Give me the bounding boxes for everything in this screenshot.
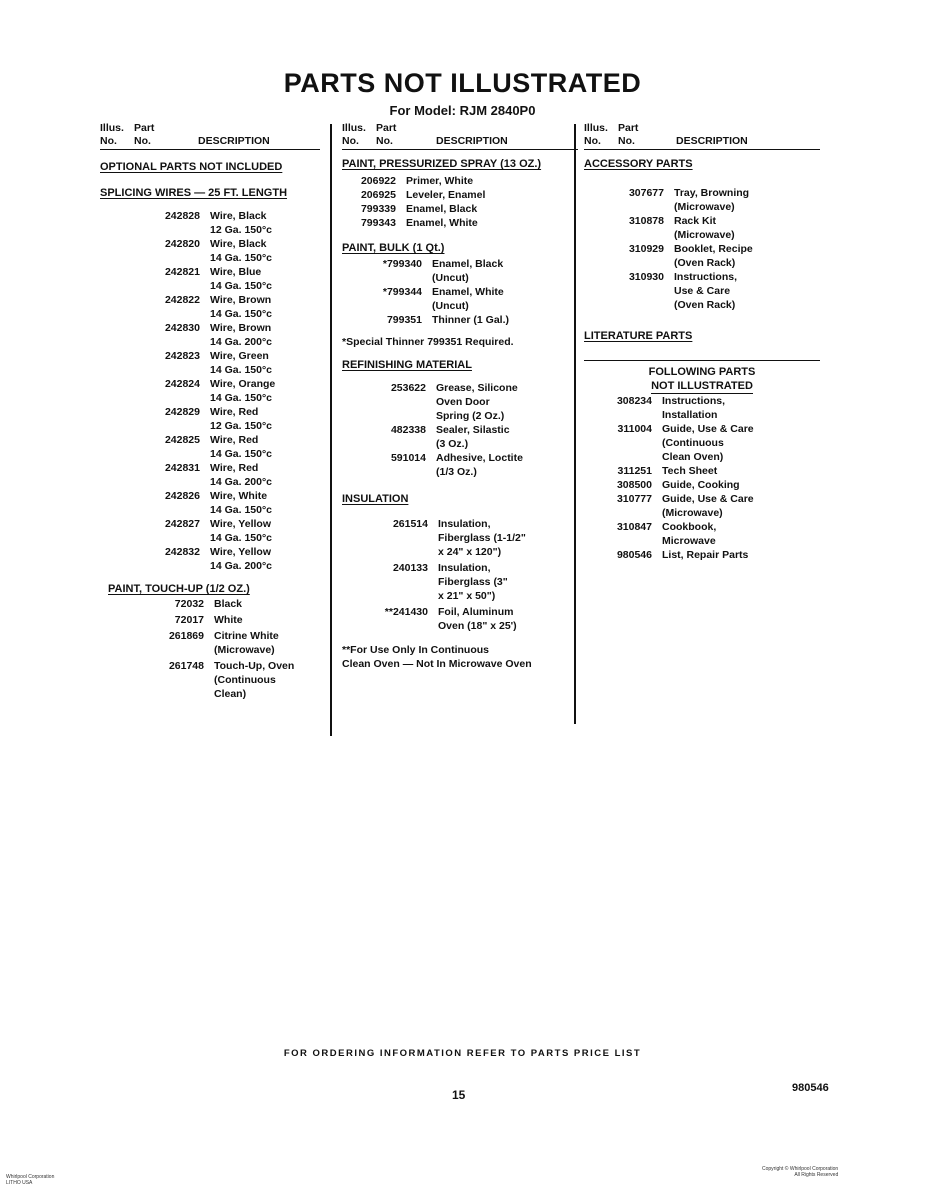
following-line: NOT ILLUSTRATED — [651, 380, 753, 392]
description-line: 14 Ga. 150°c — [210, 280, 272, 292]
part-row — [342, 381, 578, 423]
description-line: x 24" x 120") — [438, 546, 502, 558]
description-line: Enamel, White — [406, 217, 478, 229]
description-line: Grease, Silicone — [436, 382, 518, 394]
part-row — [342, 517, 578, 559]
column-header — [584, 122, 820, 150]
description-line: Instructions, — [662, 395, 726, 407]
part-description — [428, 517, 578, 559]
section-title: LITERATURE PARTS — [584, 330, 693, 342]
part-row — [100, 461, 320, 489]
description-line: Fiberglass (3" — [438, 576, 508, 588]
description-line: 14 Ga. 200°c — [210, 336, 272, 348]
description-line: Wire, Yellow — [210, 518, 271, 530]
part-description — [200, 545, 320, 573]
part-row — [342, 605, 578, 633]
part-number: 206925 — [360, 189, 396, 201]
column-2 — [342, 122, 578, 671]
literature-list — [584, 394, 820, 562]
part-label: Part — [134, 122, 155, 134]
part-description — [396, 174, 578, 188]
part-row — [584, 492, 820, 520]
part-row — [584, 422, 820, 464]
part-description — [200, 209, 320, 237]
description-line: (Microwave) — [674, 229, 735, 241]
part-row — [100, 405, 320, 433]
part-number: 799343 — [360, 217, 396, 229]
part-description — [204, 629, 320, 657]
description-line: (Oven Rack) — [674, 299, 736, 311]
part-label: Part — [618, 122, 639, 134]
part-description — [200, 433, 320, 461]
part-number: 311251 — [617, 465, 652, 477]
description-line: Guide, Cooking — [662, 479, 740, 491]
part-row — [584, 478, 820, 492]
part-row — [342, 216, 578, 230]
part-row — [100, 349, 320, 377]
part-row — [100, 517, 320, 545]
part-row — [342, 285, 578, 313]
part-description — [428, 561, 578, 603]
description-line: 14 Ga. 200°c — [210, 476, 272, 488]
part-row — [342, 561, 578, 603]
part-row — [342, 188, 578, 202]
part-row — [100, 489, 320, 517]
part-description — [396, 216, 578, 230]
part-description — [200, 293, 320, 321]
part-number: 591014 — [390, 452, 426, 464]
description-line: (Continuous — [662, 437, 724, 449]
description-line: 14 Ga. 150°c — [210, 392, 272, 404]
description-line: Foil, Aluminum — [438, 606, 514, 618]
column-divider — [330, 124, 332, 736]
description-line: Wire, Yellow — [210, 546, 271, 558]
description-line: Enamel, Black — [432, 258, 504, 270]
description-line: Thinner (1 Gal.) — [432, 314, 510, 326]
section-title: INSULATION — [342, 493, 409, 505]
no-label: No. — [584, 135, 601, 147]
description-label: DESCRIPTION — [676, 135, 748, 147]
accessory-list — [584, 186, 820, 312]
illus-label: Illus. — [342, 122, 366, 134]
part-label: Part — [376, 122, 397, 134]
section-title: PAINT, TOUCH-UP (1/2 OZ.) — [108, 583, 250, 595]
description-line: Oven (18" x 25') — [438, 620, 517, 632]
description-line: Tray, Browning — [674, 187, 750, 199]
part-description — [396, 188, 578, 202]
part-row — [584, 270, 820, 312]
part-row — [584, 242, 820, 270]
pressurized-list — [342, 174, 578, 230]
part-number: 980546 — [616, 549, 652, 561]
description-line: Wire, Red — [210, 434, 259, 446]
description-line: Sealer, Silastic — [436, 424, 510, 436]
description-line: Wire, White — [210, 490, 268, 502]
part-row — [584, 186, 820, 214]
fine-print-line: Copyright © Whirlpool Corporation — [762, 1166, 839, 1172]
description-line: Oven Door — [436, 396, 490, 408]
description-line: Wire, Red — [210, 462, 259, 474]
part-description — [652, 464, 820, 478]
following-line: FOLLOWING PARTS — [648, 366, 756, 378]
description-line: 14 Ga. 200°c — [210, 560, 272, 572]
part-number: 72032 — [174, 598, 204, 610]
column-1 — [100, 122, 320, 703]
description-line: Wire, Orange — [210, 378, 276, 390]
description-line: White — [214, 614, 243, 626]
description-line: 14 Ga. 150°c — [210, 364, 272, 376]
part-row — [584, 464, 820, 478]
description-line: Guide, Use & Care — [662, 493, 754, 505]
part-number: 261514 — [392, 518, 428, 530]
description-label: DESCRIPTION — [436, 135, 508, 147]
part-number: 242822 — [164, 294, 200, 306]
illus-label: Illus. — [100, 122, 124, 134]
description-line: Clean Oven) — [662, 451, 724, 463]
splicing-list — [100, 209, 320, 573]
description-line: Wire, Black — [210, 238, 267, 250]
part-description — [652, 394, 820, 422]
part-description — [428, 605, 578, 633]
part-description — [426, 423, 578, 451]
description-line: (Uncut) — [432, 272, 469, 284]
part-number: 242831 — [164, 462, 200, 474]
description-line: Use & Care — [674, 285, 731, 297]
description-line: Enamel, Black — [406, 203, 478, 215]
part-description — [200, 321, 320, 349]
section-title: REFINISHING MATERIAL — [342, 359, 472, 371]
section-title: PAINT, BULK (1 Qt.) — [342, 242, 445, 254]
description-line: Wire, Brown — [210, 294, 272, 306]
part-number: 72017 — [174, 614, 204, 626]
part-number: 311004 — [617, 423, 652, 435]
description-line: 12 Ga. 150°c — [210, 420, 272, 432]
part-number: 310878 — [628, 215, 664, 227]
description-line: Instructions, — [674, 271, 738, 283]
part-description — [426, 451, 578, 479]
part-row — [100, 597, 320, 611]
part-description — [200, 461, 320, 489]
part-number: 242829 — [164, 406, 200, 418]
description-line: List, Repair Parts — [662, 549, 749, 561]
part-number: 308234 — [616, 395, 652, 407]
part-row — [584, 520, 820, 548]
description-line: Rack Kit — [674, 215, 717, 227]
part-row — [342, 202, 578, 216]
part-number: 261748 — [168, 660, 204, 672]
part-row — [342, 451, 578, 479]
description-line: Wire, Blue — [210, 266, 262, 278]
part-number: 206922 — [360, 175, 396, 187]
part-description — [652, 520, 820, 548]
part-number: 307677 — [628, 187, 664, 199]
part-row — [100, 659, 320, 701]
description-line: Insulation, — [438, 562, 491, 574]
part-description — [664, 242, 820, 270]
part-description — [204, 597, 320, 611]
part-number: 242827 — [164, 518, 200, 530]
following-heading — [584, 365, 820, 394]
description-line: Adhesive, Loctite — [436, 452, 523, 464]
description-line: Microwave — [662, 535, 716, 547]
description-label: DESCRIPTION — [198, 135, 270, 147]
part-description — [422, 257, 578, 285]
fine-print-line: All Rights Reserved — [794, 1172, 839, 1178]
part-description — [200, 489, 320, 517]
part-row — [100, 321, 320, 349]
description-line: Clean) — [214, 688, 247, 700]
part-number: 242825 — [164, 434, 200, 446]
description-line: Cookbook, — [662, 521, 717, 533]
column-divider — [574, 124, 576, 724]
part-number: *799340 — [382, 258, 422, 270]
model-subtitle: For Model: RJM 2840P0 — [389, 103, 536, 118]
part-number: 242821 — [164, 266, 200, 278]
part-description — [664, 214, 820, 242]
part-number: 310847 — [616, 521, 652, 533]
description-line: 14 Ga. 150°c — [210, 504, 272, 516]
fine-print-line: Whirlpool Corporation — [6, 1174, 55, 1180]
part-number: 310777 — [616, 493, 652, 505]
footnote: Clean Oven — Not In Microwave Oven — [342, 658, 532, 670]
part-description — [396, 202, 578, 216]
part-number: *799344 — [382, 286, 422, 298]
part-number: 261869 — [168, 630, 204, 642]
part-row — [584, 214, 820, 242]
description-line: Fiberglass (1-1/2" — [438, 532, 526, 544]
part-row — [100, 613, 320, 627]
part-row — [100, 237, 320, 265]
description-line: 14 Ga. 150°c — [210, 532, 272, 544]
part-number: 310930 — [628, 271, 664, 283]
part-row — [100, 629, 320, 657]
column-header — [342, 122, 578, 150]
part-row — [100, 265, 320, 293]
part-number: 240133 — [392, 562, 428, 574]
part-description — [422, 313, 578, 327]
part-number: 242823 — [164, 350, 200, 362]
description-line: Touch-Up, Oven — [214, 660, 295, 672]
fine-print-line: LITHO USA — [6, 1180, 33, 1186]
description-line: Black — [214, 598, 243, 610]
description-line: Guide, Use & Care — [662, 423, 754, 435]
description-line: Wire, Green — [210, 350, 269, 362]
part-row — [100, 293, 320, 321]
description-line: Citrine White — [214, 630, 279, 642]
part-row — [100, 209, 320, 237]
ordering-note: FOR ORDERING INFORMATION REFER TO PARTS PRICE LIST — [283, 1048, 642, 1059]
fine-print-right — [762, 1166, 838, 1178]
column-header — [100, 122, 320, 150]
description-line: Leveler, Enamel — [406, 189, 486, 201]
fine-print-left — [6, 1174, 54, 1186]
part-row — [100, 433, 320, 461]
part-row — [342, 313, 578, 327]
description-line: (Microwave) — [214, 644, 275, 656]
description-line: Wire, Brown — [210, 322, 272, 334]
part-description — [200, 405, 320, 433]
part-row — [342, 423, 578, 451]
part-number: 242820 — [164, 238, 200, 250]
no-label: No. — [618, 135, 635, 147]
divider — [584, 360, 820, 361]
document-number: 980546 — [792, 1082, 829, 1094]
bulk-list — [342, 257, 578, 327]
no-label: No. — [134, 135, 151, 147]
part-number: 482338 — [390, 424, 426, 436]
insulation-list — [342, 517, 578, 633]
description-line: Insulation, — [438, 518, 491, 530]
description-line: Tech Sheet — [662, 465, 718, 477]
part-number: 799351 — [386, 314, 422, 326]
description-line: 12 Ga. 150°c — [210, 224, 272, 236]
part-number: 310929 — [628, 243, 664, 255]
description-line: (Uncut) — [432, 300, 469, 312]
part-description — [422, 285, 578, 313]
part-number: 799339 — [360, 203, 396, 215]
part-description — [652, 422, 820, 464]
part-description — [204, 613, 320, 627]
part-number: 242830 — [164, 322, 200, 334]
part-number: 242832 — [164, 546, 200, 558]
part-description — [200, 349, 320, 377]
description-line: x 21" x 50") — [438, 590, 496, 602]
description-line: 14 Ga. 150°c — [210, 308, 272, 320]
section-title: PAINT, PRESSURIZED SPRAY (13 OZ.) — [342, 158, 542, 170]
part-description — [664, 270, 820, 312]
part-number: 242828 — [164, 210, 200, 222]
part-row — [100, 545, 320, 573]
touchup-list — [100, 597, 320, 701]
part-description — [652, 492, 820, 520]
part-number: **241430 — [384, 606, 428, 618]
description-line: (Microwave) — [674, 201, 735, 213]
description-line: (Microwave) — [662, 507, 723, 519]
description-line: Wire, Black — [210, 210, 267, 222]
part-description — [652, 548, 820, 562]
part-description — [200, 265, 320, 293]
part-row — [100, 377, 320, 405]
part-number: 253622 — [390, 382, 426, 394]
part-row — [342, 174, 578, 188]
description-line: Spring (2 Oz.) — [436, 410, 505, 422]
no-label: No. — [376, 135, 393, 147]
description-line: 14 Ga. 150°c — [210, 448, 272, 460]
description-line: (Continuous — [214, 674, 276, 686]
column-3 — [584, 122, 820, 562]
part-row — [584, 394, 820, 422]
section-title: OPTIONAL PARTS NOT INCLUDED — [100, 161, 283, 173]
description-line: Enamel, White — [432, 286, 504, 298]
part-number: 308500 — [616, 479, 652, 491]
part-description — [652, 478, 820, 492]
no-label: No. — [342, 135, 359, 147]
description-line: Wire, Red — [210, 406, 259, 418]
section-title: ACCESSORY PARTS — [584, 158, 693, 170]
illus-label: Illus. — [584, 122, 608, 134]
no-label: No. — [100, 135, 117, 147]
refinishing-list — [342, 381, 578, 479]
description-line: 14 Ga. 150°c — [210, 252, 272, 264]
part-description — [426, 381, 578, 423]
part-description — [664, 186, 820, 214]
part-row — [584, 548, 820, 562]
page-title: PARTS NOT ILLUSTRATED — [283, 68, 642, 98]
part-description — [200, 377, 320, 405]
footnote: **For Use Only In Continuous — [342, 644, 490, 656]
description-line: (1/3 Oz.) — [436, 466, 477, 478]
part-description — [204, 659, 320, 701]
part-description — [200, 237, 320, 265]
footnote: *Special Thinner 799351 Required. — [342, 336, 514, 348]
description-line: (3 Oz.) — [436, 438, 469, 450]
part-row — [342, 257, 578, 285]
description-line: Booklet, Recipe — [674, 243, 753, 255]
page-number: 15 — [452, 1088, 466, 1102]
description-line: Primer, White — [406, 175, 474, 187]
part-description — [200, 517, 320, 545]
section-title: SPLICING WIRES — 25 FT. LENGTH — [100, 187, 288, 199]
part-number: 242826 — [164, 490, 200, 502]
description-line: Installation — [662, 409, 718, 421]
part-number: 242824 — [164, 378, 200, 390]
description-line: (Oven Rack) — [674, 257, 736, 269]
